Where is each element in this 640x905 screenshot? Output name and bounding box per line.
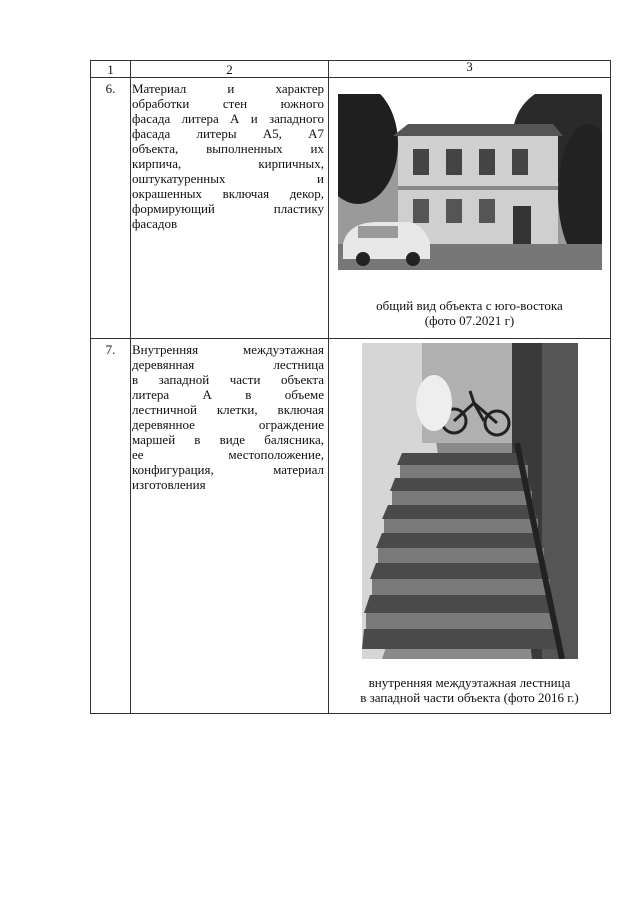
description-line: обработки стен южного [132, 96, 324, 111]
building-facade-photo-icon [338, 94, 602, 270]
row-description [131, 78, 329, 339]
description-line: Материал и характер [132, 81, 324, 96]
description-line: окрашенных включая декор, [132, 186, 324, 201]
description-line: конфигурация, материал [132, 462, 324, 477]
photo-caption: в западной части объекта (фото 2016 г.) [360, 690, 579, 705]
description-line: литера А в объеме [132, 387, 324, 402]
header-col-1: 1 [91, 61, 131, 78]
description-line: Внутренняя междуэтажная [132, 342, 324, 357]
photo-caption: общий вид объекта с юго-востока [376, 298, 563, 313]
row-description [131, 339, 329, 714]
description-line: деревянное ограждение [132, 417, 324, 432]
description-line: фасадов [132, 216, 178, 231]
row-photo-cell [329, 339, 611, 714]
table-row [91, 339, 611, 714]
photo-caption: (фото 07.2021 г) [424, 313, 515, 328]
description-line: кирпича, кирпичных, [132, 156, 324, 171]
description-line: лестничной клетки, включая [132, 402, 324, 417]
wooden-staircase-photo-icon [362, 343, 578, 659]
table-row [91, 78, 611, 339]
header-col-3: 3 [329, 61, 611, 78]
header-col-2: 2 [131, 61, 329, 78]
row-photo-cell [329, 78, 611, 339]
description-line: объекта, выполненных их [132, 141, 324, 156]
description-line: фасада литеры А5, А7 [132, 126, 324, 141]
description-line: деревянная лестница [132, 357, 324, 372]
document-table [90, 60, 611, 714]
description-line: оштукатуренных и [132, 171, 324, 186]
row-number: 6. [91, 78, 131, 339]
table-header-row [91, 61, 611, 78]
description-line: маршей в виде балясника, [132, 432, 324, 447]
description-line: ее местоположение, [132, 447, 324, 462]
description-line: изготовления [132, 477, 206, 492]
photo-caption: внутренняя междуэтажная лестница [368, 675, 571, 690]
description-line: фасада литера А и западного [132, 111, 324, 126]
description-line: в западной части объекта [132, 372, 324, 387]
row-number: 7. [91, 339, 131, 714]
description-line: формирующий пластику [132, 201, 324, 216]
